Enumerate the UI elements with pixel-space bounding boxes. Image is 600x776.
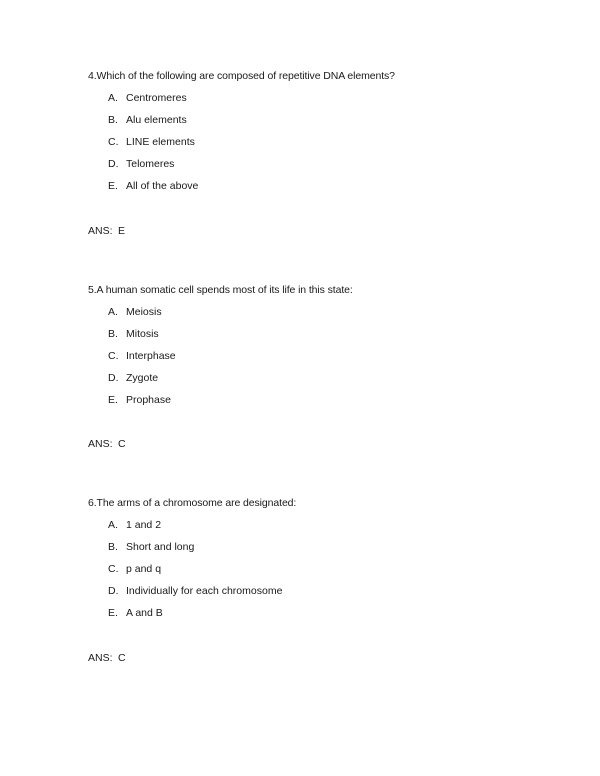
answer-label: ANS: (88, 225, 113, 237)
option-c (108, 350, 176, 362)
option-letter: E. (108, 180, 118, 192)
option-text: A and B (126, 607, 163, 619)
option-text: Alu elements (126, 114, 187, 126)
answer-line (88, 652, 126, 664)
option-text: All of the above (126, 180, 199, 192)
option-text: Individually for each chromosome (126, 585, 283, 597)
option-e (108, 180, 198, 192)
answer-line (88, 225, 125, 237)
option-letter: D. (108, 158, 119, 170)
option-text: Interphase (126, 350, 176, 362)
option-letter: E. (108, 394, 118, 406)
answer-line (88, 438, 126, 450)
option-e (108, 394, 171, 406)
option-letter: A. (108, 306, 118, 318)
option-letter: D. (108, 585, 119, 597)
option-letter: E. (108, 607, 118, 619)
option-d (108, 585, 282, 597)
question-text: 5.A human somatic cell spends most of its life in this state: (88, 284, 353, 296)
option-text: p and q (126, 563, 162, 575)
option-letter: B. (108, 328, 118, 340)
option-text: Telomeres (126, 158, 175, 170)
answer-value: C (118, 438, 126, 450)
question-text: 4.Which of the following are composed of repetitive DNA elements? (88, 70, 395, 82)
option-text: Meiosis (126, 306, 162, 318)
option-letter: B. (108, 114, 118, 126)
answer-value: C (118, 652, 126, 664)
option-text: Zygote (126, 372, 159, 384)
option-b (108, 328, 159, 340)
question-text: 6.The arms of a chromosome are designated: (88, 497, 297, 509)
option-text: Mitosis (126, 328, 159, 340)
option-letter: A. (108, 92, 118, 104)
option-b (108, 114, 187, 126)
option-text: Short and long (126, 541, 195, 553)
option-letter: D. (108, 372, 119, 384)
option-text: Centromeres (126, 92, 187, 104)
option-letter: B. (108, 541, 118, 553)
option-letter: C. (108, 350, 119, 362)
option-letter: C. (108, 136, 119, 148)
answer-label: ANS: (88, 652, 113, 664)
option-text: LINE elements (126, 136, 195, 148)
option-text: 1 and 2 (126, 519, 162, 531)
option-c (108, 563, 161, 575)
option-e (108, 607, 163, 619)
option-letter: A. (108, 519, 118, 531)
option-c (108, 136, 195, 148)
option-letter: C. (108, 563, 119, 575)
answer-label: ANS: (88, 438, 113, 450)
option-a (108, 519, 161, 531)
option-text: Prophase (126, 394, 171, 406)
option-a (108, 92, 187, 104)
option-d (108, 158, 174, 170)
option-d (108, 372, 158, 384)
answer-value: E (118, 225, 126, 237)
option-b (108, 541, 194, 553)
option-a (108, 306, 162, 318)
